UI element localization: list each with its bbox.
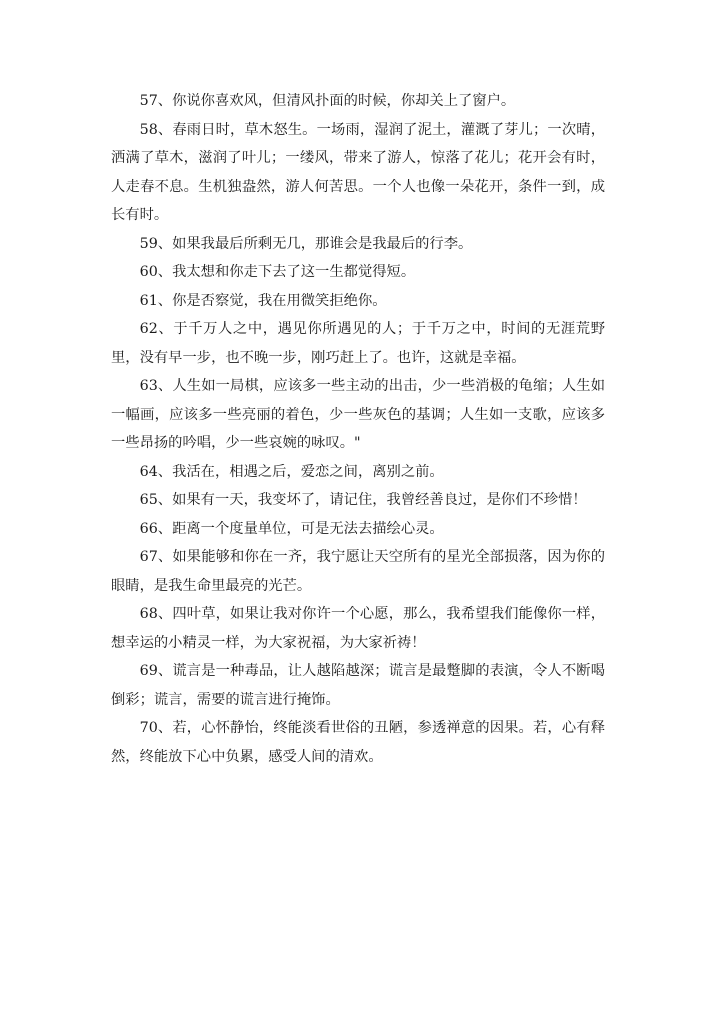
paragraph-63: 63、人生如一局棋，应该多一些主动的出击，少一些消极的龟缩；人生如一幅画，应该多一些亮丽的着色，少一些灰色的基调；人生如一支歌，应该多一些昂扬的吟唱，少一些哀婉的咏叹。" [111,378,605,451]
paragraph-68: 68、四叶草，如果让我对你许一个心愿，那么，我希望我们能像你一样，想幸运的小精灵一样，为大家祝福，为大家祈祷！ [111,606,605,651]
paragraph-64: 64、我活在，相遇之后，爱恋之间，离别之前。 [139,463,444,480]
paragraph-66: 66、距离一个度量单位，可是无法去描绘心灵。 [139,520,444,537]
paragraph-62: 62、于千万人之中，遇见你所遇见的人；于千万之中，时间的无涯荒野里，没有早一步，也不晚一步，刚巧赶上了。也许，这就是幸福。 [111,321,605,366]
paragraph-58: 58、春雨日时，草木怒生。一场雨，湿润了泥土，灌溉了芽儿；一次晴，洒满了草木，滋润了叶儿；一缕风，带来了游人，惊落了花儿；花开会有时，人走春不息。生机独盎然，游人何苦思。一个人也像一朵花开，条件一到，成长有时。 [111,121,605,223]
paragraph-61: 61、你是否察觉，我在用微笑拒绝你。 [139,292,387,309]
paragraph-70: 70、若，心怀静怡，终能淡看世俗的丑陋，参透禅意的因果。若，心有释然，终能放下心中负累，感受人间的清欢。 [111,720,605,765]
paragraph-57: 57、你说你喜欢风，但清风扑面的时候，你却关上了窗户。 [139,93,516,109]
paragraph-60: 60、我太想和你走下去了这一生都觉得短。 [139,264,416,280]
paragraph-65: 65、如果有一天，我变坏了，请记住，我曾经善良过，是你们不珍惜！ [139,492,587,508]
paragraph-69: 69、谎言是一种毒品，让人越陷越深；谎言是最蹩脚的表演，令人不断喝倒彩；谎言，需要的谎言进行掩饰。 [111,663,605,708]
paragraph-67: 67、如果能够和你在一齐，我宁愿让天空所有的星光全部损落，因为你的眼睛，是我生命里最亮的光芒。 [111,549,605,594]
document-body [111,87,605,771]
paragraph-59: 59、如果我最后所剩无几，那谁会是我最后的行李。 [139,235,473,252]
